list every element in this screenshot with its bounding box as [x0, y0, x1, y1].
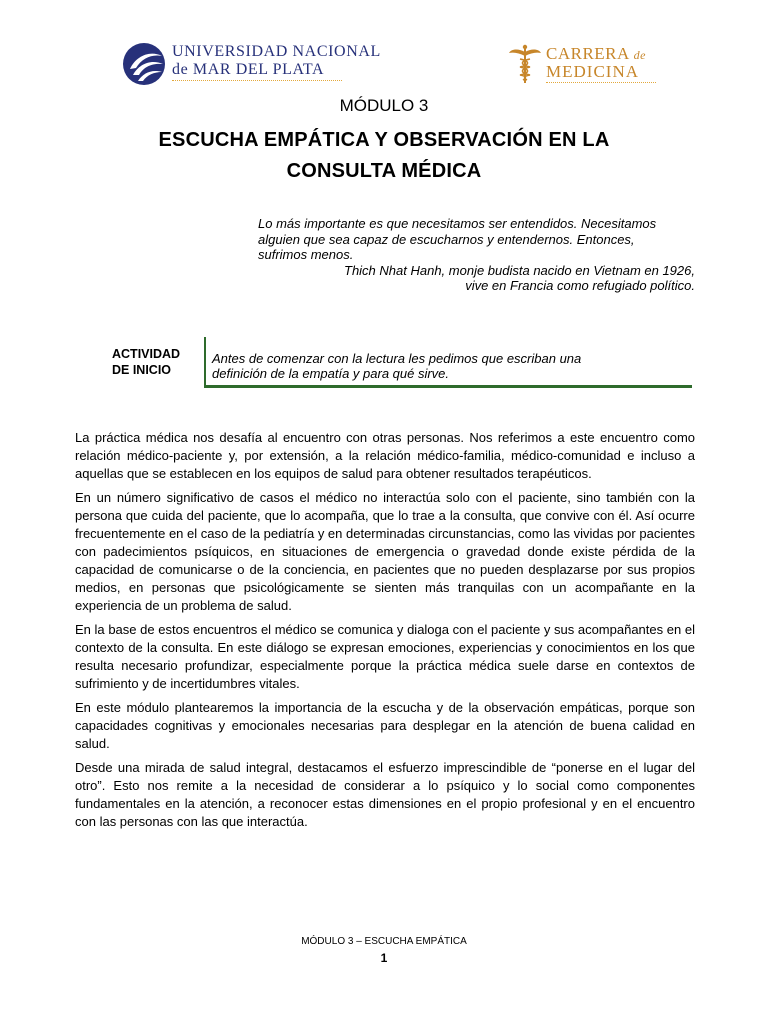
page-header [0, 0, 768, 100]
university-dotted-rule [172, 80, 342, 81]
carrera-name-de: de [633, 48, 646, 62]
unmdp-wave-logo-icon [122, 42, 166, 86]
activity-instructions-line2: definición de la empatía y para qué sirve. [212, 366, 450, 381]
epigraph [258, 216, 695, 294]
body-paragraph: Desde una mirada de salud integral, destacamos el esfuerzo imprescindible de “ponerse en el lugar del otro”. Esto nos remite a la necesidad de considerar a lo psíquico y lo social como componentes fundamentales en la atención, a reconocer estas dimensiones en el propio profesional y en el encuentro con las personas con las que interactúa. [75, 760, 695, 829]
page-title [100, 125, 668, 187]
body-paragraph: En la base de estos encuentros el médico se comunica y dialoga con el paciente y sus acompañantes en el contexto de la consulta. En este diálogo se expresan emociones, experiencias y conocimientos en los que resulta necesario profundizar, especialmente porque la práctica médica suele darse en contextos de sufrimiento y de incertidumbres vitales. [75, 622, 695, 691]
body-paragraph: En un número significativo de casos el médico no interactúa solo con el paciente, sino también con la persona que cuida del paciente, que lo acompaña, que lo trae a la consulta, que convive con él. Así ocurre frecuentemente en el caso de la pediatría y en determinadas circunstancias, como las vividas por pacientes con padecimientos psíquicos, en situaciones de emergencia o gravedad donde existe pérdida de la capacidad de comunicarse o de la conciencia, en pacientes que no pueden desplazarse por sus propios medios, en personas que psicológicamente se sienten más tranquilas con un acompañante en la experiencia de un problema de salud. [75, 490, 696, 613]
carrera-logo [508, 44, 658, 88]
body-text [75, 429, 695, 837]
activity-label-line2: DE INICIO [112, 363, 172, 377]
epigraph-quote-line: Lo más importante es que necesitamos ser entendidos. Necesitamos [258, 216, 657, 231]
carrera-dotted-rule [546, 82, 656, 83]
page-number: 1 [380, 951, 388, 965]
module-label: MÓDULO 3 [339, 96, 429, 115]
activity-label-line1: ACTIVIDAD [112, 347, 181, 361]
body-paragraph: La práctica médica nos desafía al encuentro con otras personas. Nos referimos a este encuentro como relación médico-paciente y, por extensión, a la relación médico-familia, médico-comunidad e incluso a aquellas que se establecen en los equipos de salud para obtener resultados terapéuticos. [75, 430, 695, 481]
activity-instructions-line1: Antes de comenzar con la lectura les pedimos que escriban una [212, 351, 582, 366]
page-title-line1: ESCUCHA EMPÁTICA Y OBSERVACIÓN EN LA [158, 129, 610, 151]
epigraph-quote-line: sufrimos menos. [258, 247, 354, 262]
activity-instructions [212, 351, 682, 381]
university-name-line1: UNIVERSIDAD NACIONAL [172, 43, 381, 60]
body-paragraph: En este módulo plantearemos la importancia de la escucha y de la observación empáticas, porque son capacidades cognitivas y emocionales necesarias para desplegar en la atención de buena calidad en salud. [75, 700, 695, 751]
carrera-name-line1: CARRERA [546, 44, 629, 63]
caduceus-icon [508, 44, 542, 84]
running-footer: MÓDULO 3 – ESCUCHA EMPÁTICA [301, 936, 467, 947]
page-title-line2: CONSULTA MÉDICA [286, 160, 482, 182]
epigraph-author-line: vive en Francia como refugiado político. [465, 278, 695, 293]
epigraph-author [258, 263, 695, 294]
university-logo [122, 42, 381, 90]
carrera-name [546, 44, 646, 82]
carrera-name-line2: MEDICINA [546, 62, 639, 81]
epigraph-author-line: Thich Nhat Hanh, monje budista nacido en Vietnam en 1926, [344, 262, 695, 278]
university-name-line2: de MAR DEL PLATA [172, 61, 325, 78]
activity-frame [204, 337, 692, 388]
university-name [172, 43, 381, 79]
activity-label [112, 346, 180, 378]
epigraph-quote-line: alguien que sea capaz de escucharnos y entendernos. Entonces, [258, 231, 635, 247]
epigraph-quote [258, 216, 695, 263]
activity-box [112, 337, 692, 389]
